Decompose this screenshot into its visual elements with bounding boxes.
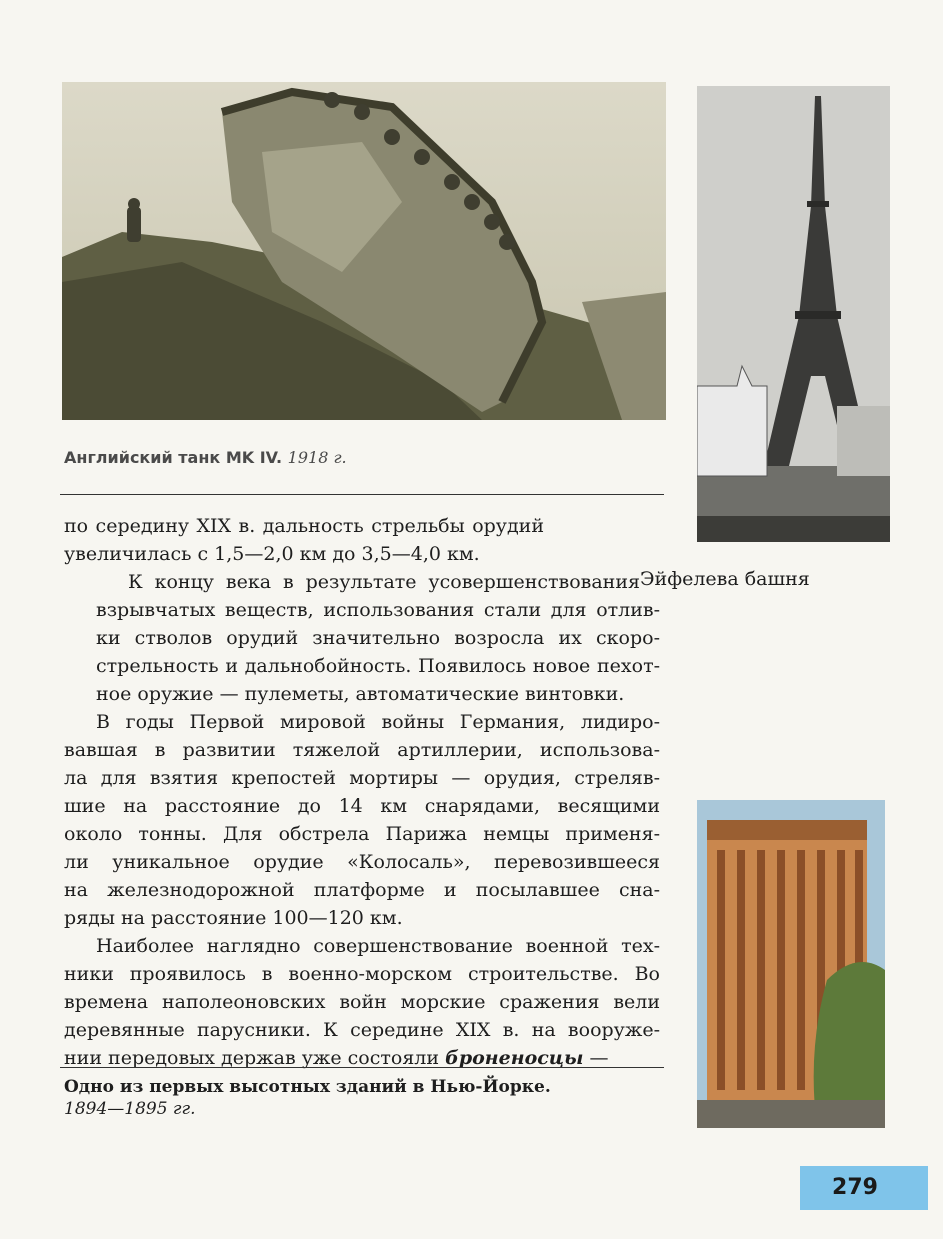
text-line: около тонны. Для обстрела Парижа немцы применя- [64,823,660,845]
text-line: ла для взятия крепостей мортиры — орудия, стреляв- [64,767,660,789]
text-line-start: нии передовых держав уже состояли [64,1047,440,1069]
text-line: на железнодорожной платформе и посылавшее сна- [64,879,660,901]
text-line: ки стволов орудий значительно возросла их скоро- [96,627,660,649]
paragraph-4 [64,932,660,1072]
building-caption-title: Одно из первых высотных зданий в Нью-Йорке. [64,1077,551,1097]
building-caption-years: 1894—1895 гг. [64,1099,196,1119]
text-line-end: — [583,1047,609,1069]
page-number: 279 [832,1175,878,1200]
text-line: ряды на расстояние 100—120 км. [64,907,403,929]
text-line: ники проявилось в военно-морском строительстве. Во [64,963,660,985]
text-line: стрельность и дальнобойность. Появилось новое пехот- [96,655,660,677]
paragraph-1 [64,512,660,568]
tank-caption-text: Английский танк MK IV. [64,448,283,467]
text-line: ли уникальное орудие «Колосаль», перевозившееся [64,851,660,873]
paragraph-2 [64,568,660,708]
text-line: по середину XIX в. дальность стрельбы орудий [64,515,544,537]
paragraph-3 [64,708,660,932]
text-line: ное оружие — пулеметы, автоматические винтовки. [96,683,625,705]
divider-bottom [60,1067,664,1068]
building-caption [64,1076,624,1120]
text-line: Наиболее наглядно совершенствование военной тех- [96,935,660,957]
text-line: шие на расстояние до 14 км снарядами, весящими [64,795,660,817]
bold-term: броненосцы [445,1047,584,1069]
text-line: К концу века в результате усовершенствования [128,571,640,593]
text-line: В годы Первой мировой войны Германия, лидиро- [96,711,660,733]
text-line: увеличилась с 1,5—2,0 км до 3,5—4,0 км. [64,543,480,565]
tank-photo [62,82,666,420]
tank-caption-year: 1918 г. [287,448,347,467]
tank-caption [64,447,347,469]
text-line: взрывчатых веществ, использования стали для отлив- [96,599,660,621]
text-line: вавшая в развитии тяжелой артиллерии, использова- [64,739,660,761]
text-line: деревянные парусники. К середине XIX в. на вооруже- [64,1019,660,1041]
eiffel-caption: Эйфелева башня [640,568,810,590]
eiffel-tower-photo [697,86,890,542]
page-number-box [800,1166,928,1210]
text-line: времена наполеоновских войн морские сражения вели [64,991,660,1013]
ny-building-photo [697,800,885,1128]
divider-top [60,494,664,495]
body-text [64,512,660,1072]
